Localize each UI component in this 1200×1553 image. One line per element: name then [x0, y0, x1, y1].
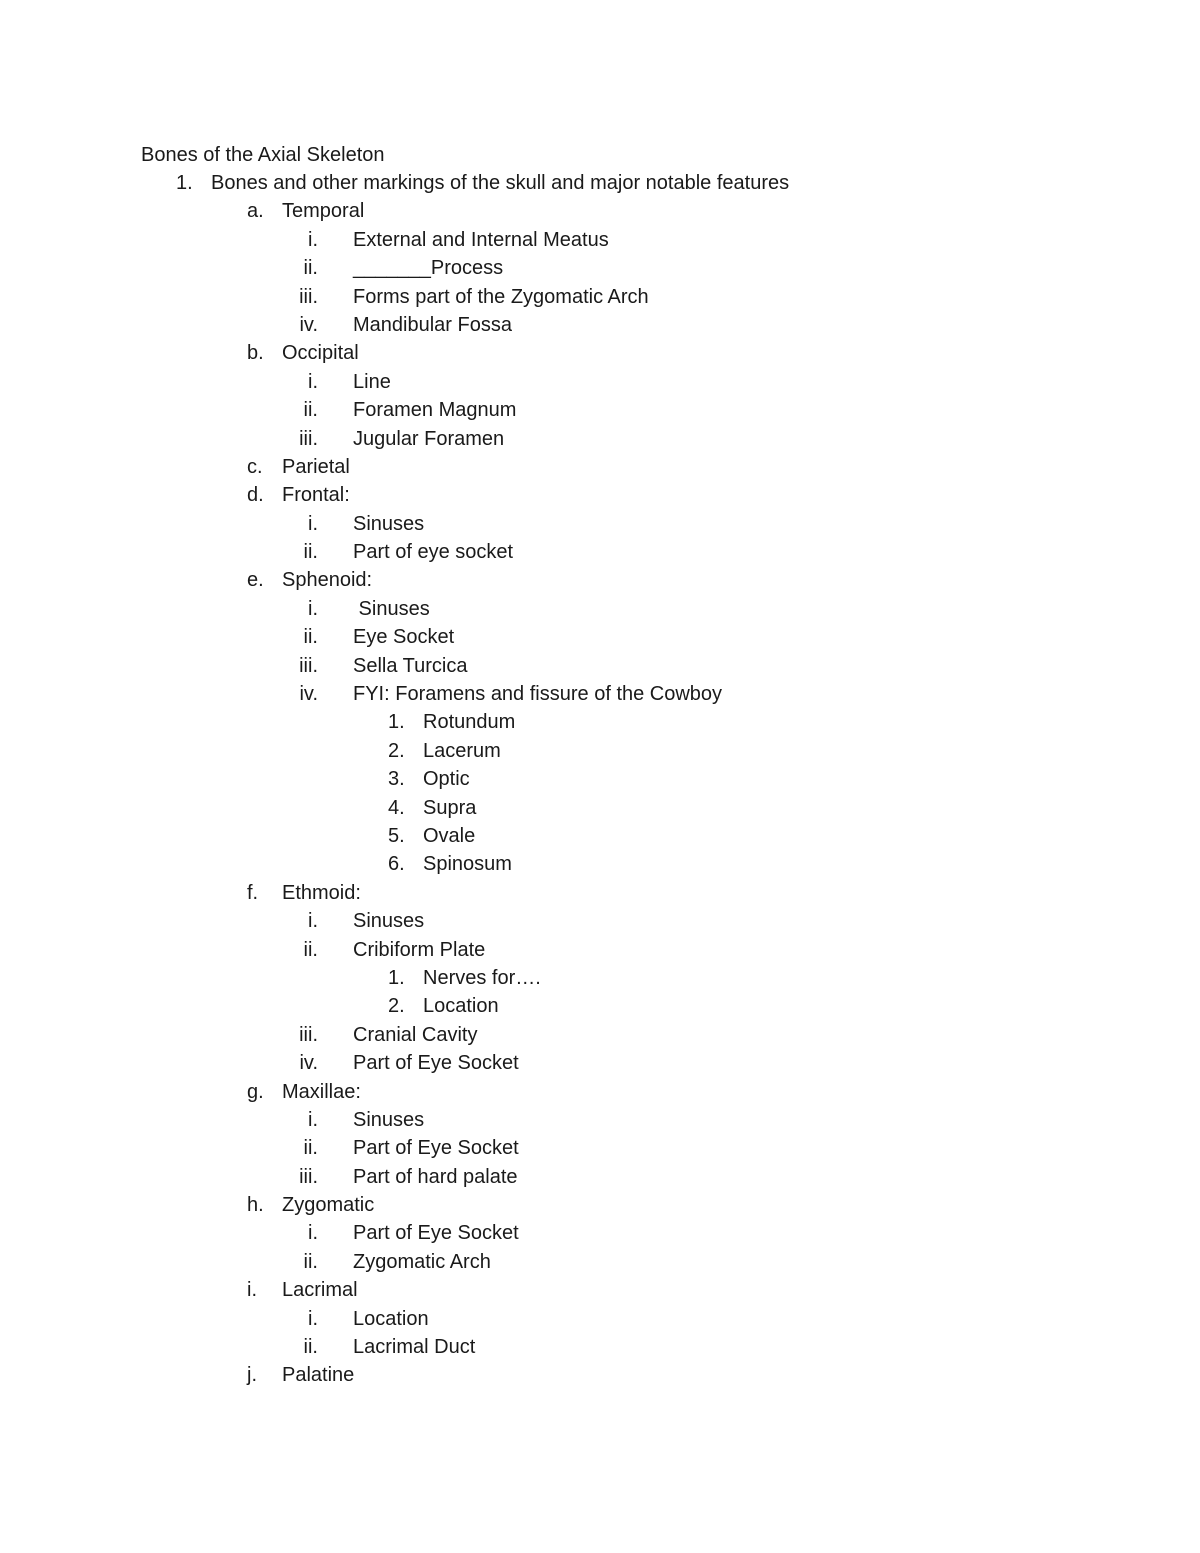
- list-item-text: Foramen Magnum: [353, 399, 517, 422]
- list-item-text: Zygomatic: [282, 1194, 375, 1217]
- list-item-text: Part of Eye Socket: [353, 1137, 519, 1160]
- outline-item: [0, 992, 1200, 1020]
- list-marker: a.: [247, 200, 264, 223]
- outline-item: [0, 1078, 1200, 1106]
- list-item-text: Maxillae:: [282, 1080, 361, 1103]
- list-marker: 2.: [388, 739, 405, 762]
- outline-item: [0, 879, 1200, 907]
- list-item-text: Sinuses: [353, 512, 425, 535]
- outline-item: [0, 907, 1200, 935]
- list-item-text: Ovale: [423, 824, 476, 847]
- list-marker: iii.: [299, 285, 318, 308]
- outline-item: [0, 510, 1200, 538]
- list-item-text: Line: [353, 370, 391, 393]
- list-marker: iv.: [299, 1052, 318, 1075]
- list-marker: i.: [308, 1108, 318, 1131]
- list-item-text: Spinosum: [423, 853, 512, 876]
- list-item-text: Frontal:: [282, 484, 350, 507]
- outline-item: [0, 1276, 1200, 1304]
- list-item-text: Mandibular Fossa: [353, 313, 512, 336]
- outline-item: [0, 1333, 1200, 1361]
- outline-item: [0, 1106, 1200, 1134]
- outline-item: [0, 822, 1200, 850]
- outline-item: [0, 396, 1200, 424]
- list-marker: ii.: [303, 1336, 318, 1359]
- list-marker: ii.: [303, 399, 318, 422]
- list-item-text: Location: [423, 995, 499, 1018]
- list-marker: b.: [247, 342, 264, 365]
- outline-item: [0, 1305, 1200, 1333]
- outline-item: [0, 708, 1200, 736]
- list-item-text: Cranial Cavity: [353, 1023, 478, 1046]
- list-item-text: Sphenoid:: [282, 569, 373, 592]
- outline-item: [0, 1248, 1200, 1276]
- list-item-text: Temporal: [282, 200, 365, 223]
- outline-item: [0, 1163, 1200, 1191]
- list-marker: i.: [308, 1307, 318, 1330]
- list-item-text: Parietal: [282, 455, 350, 478]
- list-item-text: Location: [353, 1307, 429, 1330]
- list-item-text: Eye Socket: [353, 626, 455, 649]
- outline-item: [0, 680, 1200, 708]
- list-marker: i.: [308, 512, 318, 535]
- list-marker: d.: [247, 484, 264, 507]
- list-marker: iii.: [299, 1165, 318, 1188]
- outline-item: [0, 737, 1200, 765]
- list-marker: g.: [247, 1080, 264, 1103]
- outline-item: [0, 197, 1200, 225]
- list-item-text: Occipital: [282, 342, 359, 365]
- list-marker: 1.: [388, 966, 405, 989]
- outline-item: [0, 652, 1200, 680]
- list-marker: 3.: [388, 768, 405, 791]
- list-marker: f.: [247, 881, 259, 904]
- outline-item: [0, 936, 1200, 964]
- outline-item: [0, 368, 1200, 396]
- list-item-text: Nerves for….: [423, 966, 541, 989]
- outline-item: [0, 538, 1200, 566]
- list-marker: 4.: [388, 796, 405, 819]
- list-marker: ii.: [303, 938, 318, 961]
- list-item-text: Part of hard palate: [353, 1165, 518, 1188]
- list-marker: iv.: [299, 313, 318, 336]
- list-item-text: _______Process: [353, 257, 504, 280]
- list-marker: iii.: [299, 654, 318, 677]
- outline-item: [0, 566, 1200, 594]
- list-item-text: Cribiform Plate: [353, 938, 486, 961]
- list-item-text: Sinuses: [353, 910, 425, 933]
- outline-list: [0, 169, 1200, 1390]
- list-item-text: Part of Eye Socket: [353, 1052, 519, 1075]
- list-item-text: Lacrimal: [282, 1279, 358, 1302]
- list-item-text: Jugular Foramen: [353, 427, 505, 450]
- list-item-text: Lacrimal Duct: [353, 1336, 476, 1359]
- outline-item: [0, 1134, 1200, 1162]
- list-item-text: Sinuses: [353, 597, 430, 620]
- list-marker: 2.: [388, 995, 405, 1018]
- list-item-text: FYI: Foramens and fissure of the Cowboy: [353, 683, 723, 706]
- list-marker: ii.: [303, 257, 318, 280]
- list-marker: 5.: [388, 824, 405, 847]
- outline-item: [0, 311, 1200, 339]
- list-item-text: Sella Turcica: [353, 654, 468, 677]
- list-marker: j.: [247, 1364, 257, 1387]
- list-item-text: Part of eye socket: [353, 541, 514, 564]
- list-marker: ii.: [303, 1250, 318, 1273]
- list-marker: i.: [247, 1279, 257, 1302]
- outline-item: [0, 254, 1200, 282]
- list-item-text: Lacerum: [423, 739, 501, 762]
- outline-item: [0, 1191, 1200, 1219]
- list-item-text: Optic: [423, 768, 470, 791]
- list-item-text: Rotundum: [423, 711, 516, 734]
- list-marker: i.: [308, 910, 318, 933]
- list-marker: i.: [308, 370, 318, 393]
- outline-item: [0, 283, 1200, 311]
- list-item-text: Part of Eye Socket: [353, 1222, 519, 1245]
- list-marker: i.: [308, 597, 318, 620]
- list-item-text: Palatine: [282, 1364, 355, 1387]
- list-marker: 6.: [388, 853, 405, 876]
- outline-item: [0, 595, 1200, 623]
- outline-item: [0, 1049, 1200, 1077]
- outline-item: [0, 765, 1200, 793]
- outline-item: [0, 481, 1200, 509]
- list-marker: i.: [308, 228, 318, 251]
- list-item-text: Zygomatic Arch: [353, 1250, 491, 1273]
- outline-item: [0, 964, 1200, 992]
- list-marker: ii.: [303, 1137, 318, 1160]
- list-marker: 1.: [176, 172, 193, 194]
- outline-item: [0, 425, 1200, 453]
- list-marker: 1.: [388, 711, 405, 734]
- outline-item: [0, 169, 1200, 197]
- list-item-text: Sinuses: [353, 1108, 425, 1131]
- outline-item: [0, 850, 1200, 878]
- list-marker: i.: [308, 1222, 318, 1245]
- list-marker: ii.: [303, 626, 318, 649]
- list-item-text: Supra: [423, 796, 477, 819]
- document-title: Bones of the Axial Skeleton: [141, 144, 385, 166]
- list-marker: ii.: [303, 541, 318, 564]
- list-item-text: Forms part of the Zygomatic Arch: [353, 285, 649, 308]
- outline-item: [0, 226, 1200, 254]
- list-marker: iii.: [299, 1023, 318, 1046]
- outline-item: [0, 794, 1200, 822]
- list-marker: h.: [247, 1194, 264, 1217]
- list-marker: c.: [247, 455, 263, 478]
- list-item-text: External and Internal Meatus: [353, 228, 609, 251]
- outline-item: [0, 1219, 1200, 1247]
- outline-item: [0, 453, 1200, 481]
- list-item-text: Ethmoid:: [282, 881, 361, 904]
- outline-item: [0, 339, 1200, 367]
- outline-item: [0, 1021, 1200, 1049]
- outline-item: [0, 1361, 1200, 1389]
- list-marker: iv.: [299, 683, 318, 706]
- list-marker: e.: [247, 569, 264, 592]
- list-marker: iii.: [299, 427, 318, 450]
- outline-item: [0, 623, 1200, 651]
- list-item-text: Bones and other markings of the skull and major notable features: [211, 172, 790, 194]
